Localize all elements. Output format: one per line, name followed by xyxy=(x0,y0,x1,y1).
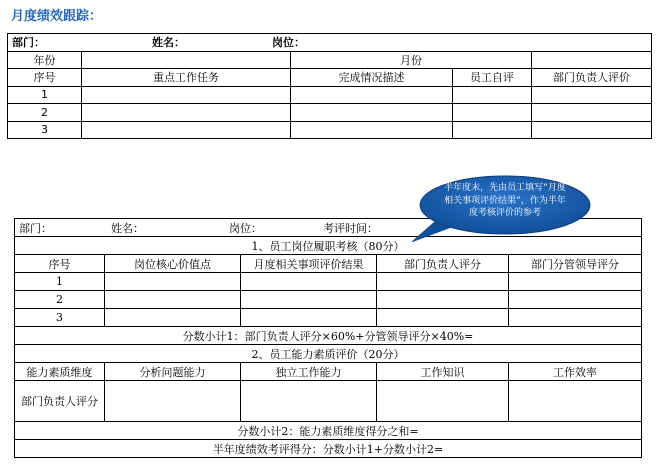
row-number: 2 xyxy=(15,291,105,309)
table-row xyxy=(8,104,652,122)
task-cell[interactable] xyxy=(82,104,291,122)
dept-label: 部门： xyxy=(19,221,52,235)
efficiency-score-cell[interactable] xyxy=(509,381,642,422)
monthly-result-cell[interactable] xyxy=(241,309,377,327)
table-row xyxy=(8,121,652,139)
description-cell[interactable] xyxy=(291,121,453,139)
table-row xyxy=(8,86,652,104)
row-number: 3 xyxy=(8,121,82,139)
manager-eval-cell[interactable] xyxy=(532,121,652,139)
column-header: 序号 xyxy=(8,69,82,87)
column-header: 完成情况描述 xyxy=(291,69,453,87)
self-eval-cell[interactable] xyxy=(453,104,532,122)
row-number: 2 xyxy=(8,104,82,122)
section2-title: 2、员工能力素质评价（20分） xyxy=(15,345,642,363)
table1-column-headers xyxy=(8,69,652,87)
half-year-evaluation-table xyxy=(14,218,642,458)
self-eval-cell[interactable] xyxy=(453,86,532,104)
manager-score-cell[interactable] xyxy=(377,309,509,327)
row-number: 3 xyxy=(15,309,105,327)
task-cell[interactable] xyxy=(82,86,291,104)
year-month-row xyxy=(8,51,652,69)
row-number: 1 xyxy=(8,86,82,104)
table-row xyxy=(15,291,642,309)
manager-eval-cell[interactable] xyxy=(532,104,652,122)
position-label: 岗位： xyxy=(272,36,305,50)
manager-score-cell[interactable] xyxy=(377,291,509,309)
monthly-result-cell[interactable] xyxy=(241,273,377,291)
callout-bubble xyxy=(412,175,597,235)
month-value[interactable] xyxy=(532,51,652,69)
dept-label: 部门： xyxy=(12,36,45,50)
column-header: 工作效率 xyxy=(509,363,642,381)
value-point-cell[interactable] xyxy=(105,309,241,327)
total-score-formula: 半年度绩效考评得分：分数小计1+分数小计2= xyxy=(15,440,642,458)
independence-score-cell[interactable] xyxy=(241,381,377,422)
column-header: 部门负责人评分 xyxy=(377,255,509,273)
column-header: 员工自评 xyxy=(453,69,532,87)
section2-column-headers xyxy=(15,363,642,381)
analysis-score-cell[interactable] xyxy=(105,381,241,422)
rater-label: 部门负责人评分 xyxy=(15,381,105,422)
manager-score-cell[interactable] xyxy=(377,273,509,291)
column-header: 分析问题能力 xyxy=(105,363,241,381)
rater-row xyxy=(15,381,642,422)
page-title: 月度绩效跟踪： xyxy=(11,9,103,24)
monthly-result-cell[interactable] xyxy=(241,291,377,309)
value-point-cell[interactable] xyxy=(105,291,241,309)
column-header: 工作知识 xyxy=(377,363,509,381)
table-row xyxy=(15,309,642,327)
description-cell[interactable] xyxy=(291,86,453,104)
leader-score-cell[interactable] xyxy=(509,291,642,309)
column-header: 序号 xyxy=(15,255,105,273)
column-header: 岗位核心价值点 xyxy=(105,255,241,273)
task-cell[interactable] xyxy=(82,121,291,139)
leader-score-cell[interactable] xyxy=(509,273,642,291)
description-cell[interactable] xyxy=(291,104,453,122)
monthly-tracking-table xyxy=(7,33,652,139)
column-header: 月度相关事项评价结果 xyxy=(241,255,377,273)
column-header: 部门分管领导评分 xyxy=(509,255,642,273)
leader-score-cell[interactable] xyxy=(509,309,642,327)
manager-eval-cell[interactable] xyxy=(532,86,652,104)
knowledge-score-cell[interactable] xyxy=(377,381,509,422)
year-label: 年份 xyxy=(8,51,82,69)
section1-title: 1、员工岗位履职考核（80分） xyxy=(15,237,642,255)
name-label: 姓名： xyxy=(152,36,185,50)
column-header: 部门负责人评价 xyxy=(532,69,652,87)
table1-header-row xyxy=(8,34,652,52)
column-header: 独立工作能力 xyxy=(241,363,377,381)
position-label: 岗位： xyxy=(229,221,262,235)
year-value[interactable] xyxy=(82,51,291,69)
callout-text: 半年度末，先由员工填写“月度相关事项评价结果”，作为半年度考核评价的参考 xyxy=(444,183,566,218)
name-label: 姓名： xyxy=(111,221,144,235)
section1-column-headers xyxy=(15,255,642,273)
subtotal2-formula: 分数小计2：能力素质维度得分之和= xyxy=(15,422,642,440)
value-point-cell[interactable] xyxy=(105,273,241,291)
column-header: 重点工作任务 xyxy=(82,69,291,87)
column-header: 能力素质维度 xyxy=(15,363,105,381)
month-label: 月份 xyxy=(291,51,532,69)
review-time-label: 考评时间： xyxy=(323,221,378,235)
row-number: 1 xyxy=(15,273,105,291)
self-eval-cell[interactable] xyxy=(453,121,532,139)
table-row xyxy=(15,273,642,291)
subtotal1-formula: 分数小计1：部门负责人评分×60%+分管领导评分×40%= xyxy=(15,327,642,345)
